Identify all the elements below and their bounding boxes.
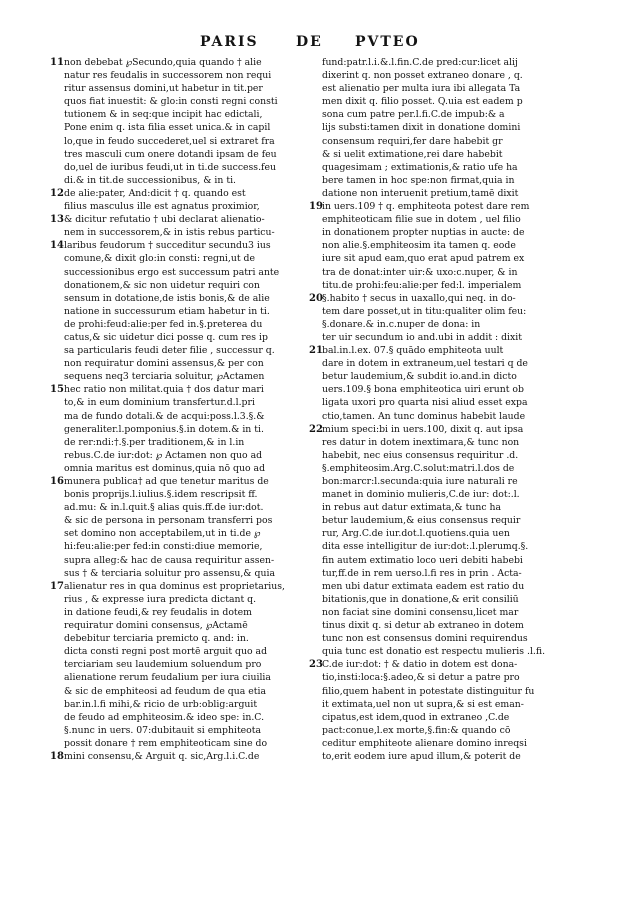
text-line: [64, 95, 322, 108]
line-text: filio,quem habent in potestate distinguitur fu: [322, 685, 535, 697]
line-text: natione in successurum etiam habetur in ti.: [64, 305, 270, 317]
text-line: [322, 737, 584, 750]
line-text: bere tamen in hoc spe:non firmat,quia in: [322, 174, 515, 186]
text-line: [322, 475, 584, 488]
line-text: non faciat sine domini consensu,licet mar: [322, 606, 519, 618]
text-line: [50, 475, 322, 488]
text-line: [64, 252, 322, 265]
line-text: sensum in dotatione,de istis bonis,& de alie: [64, 292, 270, 304]
text-line: [64, 698, 322, 711]
text-line: [322, 357, 584, 370]
text-line: [64, 632, 322, 645]
text-line: [64, 711, 322, 724]
line-text: dita esse intelligitur de iur:dot:.l.plerumq.§.: [322, 541, 529, 553]
text-line: [64, 540, 322, 553]
line-text: in donationem propter nuptias in aucte: de: [322, 227, 525, 239]
text-line: [322, 161, 584, 174]
text-line: [322, 671, 584, 684]
header-right-word: PVTEO: [355, 34, 420, 50]
text-line: [64, 671, 322, 684]
margin-note-number: 23: [309, 659, 323, 671]
line-text: terciariam seu laudemium soluendum pro: [64, 659, 262, 671]
line-text: de alie:pater, And:dicit † q. quando est: [64, 187, 246, 199]
text-line: [322, 135, 584, 148]
text-line: [64, 279, 322, 292]
line-text: bon:marcr:l.secunda:quia iure naturali re: [322, 476, 518, 487]
line-text: Pone enim q. ista filia esset unica.& in capil: [64, 122, 271, 134]
text-line: [50, 239, 322, 252]
line-text: ritur assensus domini,ut habetur in tit.per: [64, 83, 263, 95]
margin-note-number: 17: [50, 580, 64, 592]
text-line: [322, 619, 584, 632]
text-line: [322, 213, 584, 226]
text-line: [64, 527, 322, 540]
text-line: [322, 69, 584, 82]
line-text: lo,que in feudo succederet,uel si extraret fra: [64, 135, 275, 147]
line-text: quagesimam ; extimationis,& ratio ufe ha: [322, 161, 518, 173]
text-line: [322, 95, 584, 108]
text-line: [309, 423, 584, 436]
line-text: quos fiat inuestit: & glo:in consti regni consti: [64, 96, 278, 108]
text-line: [64, 174, 322, 187]
line-text: alienatur res in qua dominus est proprietarius,: [64, 580, 285, 592]
text-line: [322, 305, 584, 318]
margin-note-number: 11: [50, 57, 64, 68]
text-line: [322, 436, 584, 449]
margin-note-number: 19: [309, 201, 323, 213]
line-text: uers.109.§ bona emphiteotica uiri erunt ob: [322, 384, 524, 396]
line-text: iure sit apud eam,quo erat apud patrem ex: [322, 253, 525, 265]
margin-note-number: 15: [50, 384, 64, 396]
line-text: de rer:ndi:†.§.per traditionem,& in l.in: [64, 436, 245, 448]
text-line: [322, 383, 584, 396]
text-line: [322, 174, 584, 187]
text-line: [64, 148, 322, 161]
line-text: tunc non est consensus domini requirendus: [322, 633, 528, 645]
text-line: [64, 737, 322, 750]
line-text: do,uel de iuribus feudi,ut in ti.de success.feu: [64, 161, 276, 173]
line-text: tem dare posset,ut in titu:qualiter olim feu:: [322, 305, 527, 317]
line-text: natur res feudalis in successorem non requi: [64, 70, 272, 82]
text-line: [309, 658, 584, 671]
text-line: [322, 121, 584, 134]
line-text: dixerint q. non posset extraneo donare , q.: [322, 70, 523, 82]
text-line: [64, 501, 322, 514]
line-text: tutionem & in seq:que incipit hac edictali,: [64, 109, 263, 121]
text-line: [322, 252, 584, 265]
line-text: datione non interuenit pretium,tamē dixit: [322, 187, 519, 199]
line-text: & sic de emphiteosi ad feudum de qua etia: [64, 685, 266, 697]
line-text: non alie.§.emphiteosim ita tamen q. eode: [322, 240, 516, 252]
line-text: betur laudemium,& eius consensus requir: [322, 515, 521, 527]
text-line: [64, 724, 322, 737]
text-line: [322, 187, 584, 200]
line-text: §.donare.& in.c.nuper de dona: in: [322, 318, 481, 330]
text-line: [309, 200, 584, 213]
line-text: generaliter.l.pomponius.§.in dotem.& in ti.: [64, 423, 264, 435]
text-line: [64, 69, 322, 82]
line-text: betur laudemium,& subdit io.and.in dicto: [322, 371, 517, 383]
line-text: tinus dixit q. si detur ab extraneo in dotem: [322, 620, 524, 632]
line-text: donationem,& sic non uidetur requiri con: [64, 279, 260, 291]
margin-note-number: 16: [50, 476, 64, 487]
header-left-word: PARIS: [200, 34, 259, 50]
text-line: [64, 514, 322, 527]
text-line: [64, 396, 322, 409]
line-text: & dicitur refutatio † ubi declarat alienatio-: [64, 214, 265, 226]
text-line: [322, 148, 584, 161]
line-text: bitationis,que in donatione,& erit consiliū: [322, 593, 519, 605]
text-line: [64, 357, 322, 370]
line-text: set domino non acceptabilem,ut in ti.de ℘: [64, 528, 261, 540]
text-line: [64, 331, 322, 344]
text-line: [50, 750, 322, 763]
text-line: [322, 580, 584, 593]
text-line: [50, 187, 322, 200]
text-line: [322, 527, 584, 540]
line-text: ma de fundo dotali.& de acqui:poss.l.3.§.&: [64, 410, 265, 422]
line-text: successionibus ergo est successum patri ante: [64, 266, 280, 278]
text-line: [322, 56, 584, 69]
text-line: [50, 213, 322, 226]
line-text: §.emphiteosim.Arg.C.solut:matri.l.dos de: [322, 462, 515, 474]
text-line: [64, 423, 322, 436]
text-line: [64, 593, 322, 606]
text-line: [64, 685, 322, 698]
line-text: ad.mu: & in.l.quit.§ alias quis.ff.de iur:dot.: [64, 502, 264, 514]
text-line: [309, 292, 584, 305]
text-line: [322, 279, 584, 292]
line-text: dicta consti regni post mortē arguit quo ad: [64, 646, 268, 658]
line-text: filius masculus ille est agnatus proximior,: [64, 201, 260, 213]
text-line: [322, 567, 584, 580]
text-line: [322, 266, 584, 279]
text-line: [64, 305, 322, 318]
line-text: bar.in.l.fi mihi,& ricio de urb:oblig:arguit: [64, 698, 258, 710]
margin-note-number: 21: [309, 345, 323, 357]
line-text: ctio,tamen. An tunc dominus habebit laude: [322, 410, 526, 422]
line-text: hec ratio non militat.quia † dos datur mari: [64, 384, 264, 396]
text-line: [322, 462, 584, 475]
text-line: [322, 711, 584, 724]
text-line: [322, 593, 584, 606]
text-line: [64, 226, 322, 239]
line-text: catus,& sic uidetur dici posse q. cum res ip: [64, 331, 268, 343]
line-text: supra alleg:& hac de causa requiritur assen-: [64, 554, 275, 566]
line-text: munera publica† ad que tenetur maritus de: [64, 476, 269, 487]
text-line: [64, 619, 322, 632]
line-text: to,& in eum dominium transfertur.d.l.pri: [64, 397, 255, 409]
line-text: sequens neq3 terciaria soluitur, ℘Actamen: [64, 371, 265, 383]
text-line: [322, 645, 584, 658]
line-text: sa particularis feudi deter filie , successur q.: [64, 345, 275, 357]
text-line: [322, 724, 584, 737]
margin-note-number: 12: [50, 187, 64, 199]
margin-note-number: 18: [50, 750, 64, 762]
line-text: lijs substi:tamen dixit in donatione domini: [322, 122, 521, 134]
text-line: [64, 645, 322, 658]
text-line: [322, 82, 584, 95]
margin-note-number: 14: [50, 240, 64, 252]
line-text: emphiteoticam filie sue in dotem , uel filio: [322, 214, 521, 226]
text-line: [322, 449, 584, 462]
text-line: [322, 318, 584, 331]
line-text: ceditur emphiteote alienare domino inreqsi: [322, 737, 527, 749]
text-line: [322, 554, 584, 567]
margin-note-number: 20: [309, 292, 323, 304]
text-line: [322, 632, 584, 645]
line-text: & si uelit extimatione,rei dare habebit: [322, 148, 503, 160]
text-line: [64, 488, 322, 501]
text-line: [64, 135, 322, 148]
line-text: rur, Arg.C.de iur.dot.l.quotiens.quia uen: [322, 528, 510, 540]
text-line: [64, 449, 322, 462]
line-text: men ubi datur extimata eadem est ratio du: [322, 580, 525, 592]
line-text: non requiratur domini assensus,& per con: [64, 358, 264, 370]
line-text: comune,& dixit glo:in consti: regni,ut de: [64, 253, 255, 265]
line-text: mini consensu,& Arguit q. sic,Arg.l.i.C.de: [64, 750, 260, 762]
right-text-column: [309, 56, 584, 763]
text-line: [64, 266, 322, 279]
line-text: de prohi:feud:alie:per fed in.§.preterea du: [64, 318, 263, 330]
line-text: & sic de persona in personam transferri pos: [64, 515, 273, 527]
running-header: [0, 34, 617, 54]
text-line: [322, 750, 584, 763]
header-middle-word: DE: [296, 34, 323, 50]
line-text: nem in successorem,& in istis rebus particu-: [64, 227, 275, 239]
text-line: [64, 410, 322, 423]
line-text: bal.in.l.ex. 07.§ quādo emphiteota uult: [322, 345, 504, 357]
line-text: fin autem extimatio loco ueri debiti habebi: [322, 554, 523, 566]
text-line: [322, 331, 584, 344]
text-line: [64, 554, 322, 567]
text-line: [64, 606, 322, 619]
line-text: tio,insti:loca:§.adeo,& si detur a patre pro: [322, 672, 520, 684]
line-text: tur,ff.de in rem uerso.l.fi res in prin . Acta-: [322, 567, 522, 579]
line-text: ligata uxori pro quarta nisi aliud esset expa: [322, 397, 528, 409]
margin-note-number: 13: [50, 214, 64, 226]
line-text: di.& in tit.de successionibus, & in ti.: [64, 174, 237, 186]
text-line: [322, 239, 584, 252]
line-text: manet in dominio mulieris,C.de iur: dot:.l.: [322, 489, 520, 501]
line-text: consensum requiri,fer dare habebit gr: [322, 135, 503, 147]
line-text: rius , & expresse iura predicta dictant q.: [64, 593, 257, 605]
line-text: alienatione rerum feudalium per iura ciuilia: [64, 672, 271, 684]
text-line: [322, 685, 584, 698]
text-line: [64, 161, 322, 174]
text-line: [322, 370, 584, 383]
line-text: laribus feudorum † succeditur secundu3 ius: [64, 240, 271, 252]
line-text: in datione feudi,& rey feudalis in dotem: [64, 606, 252, 618]
line-text: in rebus aut datur extimata,& tunc ha: [322, 502, 502, 514]
margin-note-number: 22: [309, 423, 323, 435]
line-text: hi:feu:alie:per fed:in consti:diue memorie,: [64, 541, 263, 553]
line-text: it extimata,uel non ut supra,& si est eman-: [322, 698, 524, 710]
text-line: [64, 344, 322, 357]
text-line: [322, 501, 584, 514]
text-line: [64, 567, 322, 580]
line-text: omnia maritus est dominus,quia nō quo ad: [64, 462, 266, 474]
text-line: [322, 396, 584, 409]
text-line: [64, 658, 322, 671]
left-text-column: [50, 56, 322, 763]
line-text: possit donare † rem emphiteoticam sine do: [64, 737, 268, 749]
line-text: cipatus,est idem,quod in extraneo ,C.de: [322, 711, 510, 723]
line-text: pact:conue,l.ex morte,§.fin:& quando cō: [322, 724, 511, 736]
line-text: debebitur terciaria premicto q. and: in.: [64, 633, 249, 645]
line-text: habebit, nec eius consensus requiritur .d.: [322, 449, 519, 461]
line-text: requiratur domini consensus, ℘Actamē: [64, 620, 248, 632]
line-text: bonis proprijs.l.iulius.§.idem rescripsit ff.: [64, 489, 258, 501]
line-text: §.habito † secus in uaxallo,qui neq. in do-: [322, 292, 516, 304]
line-text: est alienatio per multa iura ibi allegata Ta: [322, 83, 521, 95]
line-text: titu.de prohi:feu:alie:per fed:l. imperialem: [322, 279, 522, 291]
text-line: [64, 318, 322, 331]
text-line: [322, 540, 584, 553]
line-text: quia tunc est donatio est respectu mulieris .l.fi.: [322, 646, 546, 658]
line-text: non debebat ℘Secundo,quia quando † alie: [64, 57, 262, 68]
text-line: [309, 344, 584, 357]
text-line: [64, 121, 322, 134]
text-line: [322, 514, 584, 527]
text-line: [322, 108, 584, 121]
text-line: [64, 82, 322, 95]
text-line: [64, 462, 322, 475]
text-line: [50, 383, 322, 396]
line-text: rebus.C.de iur:dot: ℘ Actamen non quo ad: [64, 449, 263, 461]
text-line: [50, 580, 322, 593]
line-text: C.de iur:dot: † & datio in dotem est dona-: [322, 659, 518, 671]
text-line: [322, 698, 584, 711]
line-text: to,erit eodem iure apud illum,& poterit de: [322, 750, 521, 762]
text-line: [322, 606, 584, 619]
line-text: ter uir secundum io and.ubi in addit : dixit: [322, 331, 522, 343]
line-text: mium speci:bi in uers.100, dixit q. aut ipsa: [322, 423, 524, 435]
line-text: §.nunc in uers. 07:dubitauit si emphiteota: [64, 724, 262, 736]
line-text: tra de donat:inter uir:& uxo:c.nuper, & in: [322, 266, 518, 278]
text-line: [64, 108, 322, 121]
text-line: [64, 292, 322, 305]
text-line: [50, 56, 322, 69]
text-line: [64, 370, 322, 383]
text-line: [322, 410, 584, 423]
line-text: in uers.109 † q. emphiteota potest dare rem: [322, 201, 530, 213]
text-line: [322, 488, 584, 501]
line-text: de feudo ad emphiteosim.& ideo spe: in.C.: [64, 711, 265, 723]
line-text: fund:patr.l.i.&.l.fin.C.de pred:cur:licet alij: [322, 57, 518, 68]
text-line: [64, 200, 322, 213]
line-text: res datur in dotem inextimara,& tunc non: [322, 436, 520, 448]
line-text: men dixit q. filio posset. Q.uia est eadem p: [322, 96, 523, 108]
line-text: sus † & terciaria soluitur pro assensu,& quia: [64, 567, 275, 579]
text-line: [64, 436, 322, 449]
line-text: tres masculi cum onere dotandi ipsam de feu: [64, 148, 277, 160]
text-line: [322, 226, 584, 239]
line-text: dare in dotem in extraneum,uel testari q de: [322, 358, 528, 370]
line-text: sona cum patre per.l.fi.C.de impub:& a: [322, 109, 505, 121]
